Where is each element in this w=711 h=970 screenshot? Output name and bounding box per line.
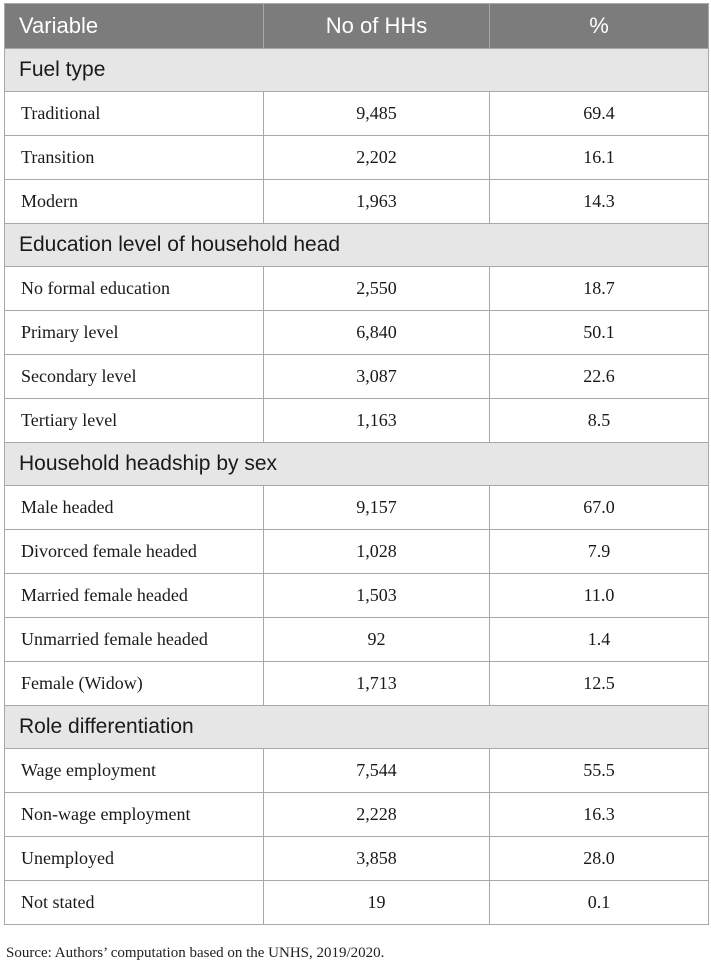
row-count: 3,087 (264, 355, 490, 399)
row-percent: 69.4 (490, 92, 709, 136)
row-count: 9,157 (264, 486, 490, 530)
row-percent: 8.5 (490, 399, 709, 443)
table-row (5, 399, 709, 443)
source-note: Source: Authors’ computation based on the UNHS, 2019/2020. (6, 945, 385, 961)
section-title: Education level of household head (5, 224, 709, 267)
row-percent: 50.1 (490, 311, 709, 355)
row-label: Unemployed (5, 837, 264, 881)
row-count: 1,028 (264, 530, 490, 574)
table-body (5, 49, 709, 925)
section-title: Household headship by sex (5, 443, 709, 486)
section-header-row (5, 49, 709, 92)
row-label: Not stated (5, 881, 264, 925)
row-count: 19 (264, 881, 490, 925)
row-count: 2,202 (264, 136, 490, 180)
row-percent: 11.0 (490, 574, 709, 618)
table-row (5, 486, 709, 530)
section-header-row (5, 706, 709, 749)
section-title: Fuel type (5, 49, 709, 92)
row-label: Primary level (5, 311, 264, 355)
table-header (5, 4, 709, 49)
row-count: 6,840 (264, 311, 490, 355)
row-label: Unmarried female headed (5, 618, 264, 662)
row-label: Non-wage employment (5, 793, 264, 837)
column-header-percent: % (490, 4, 709, 49)
section-header-row (5, 443, 709, 486)
data-table (4, 3, 709, 925)
row-count: 3,858 (264, 837, 490, 881)
row-count: 9,485 (264, 92, 490, 136)
row-label: Secondary level (5, 355, 264, 399)
table-row (5, 662, 709, 706)
column-header-variable: Variable (5, 4, 264, 49)
row-count: 2,228 (264, 793, 490, 837)
row-percent: 7.9 (490, 530, 709, 574)
row-percent: 67.0 (490, 486, 709, 530)
row-label: Tertiary level (5, 399, 264, 443)
row-label: Female (Widow) (5, 662, 264, 706)
table-row (5, 837, 709, 881)
row-count: 7,544 (264, 749, 490, 793)
table-row (5, 355, 709, 399)
section-header-row (5, 224, 709, 267)
table-row (5, 311, 709, 355)
row-percent: 14.3 (490, 180, 709, 224)
row-percent: 16.1 (490, 136, 709, 180)
row-percent: 18.7 (490, 267, 709, 311)
row-label: Male headed (5, 486, 264, 530)
row-percent: 16.3 (490, 793, 709, 837)
table-row (5, 92, 709, 136)
row-label: Modern (5, 180, 264, 224)
row-label: Divorced female headed (5, 530, 264, 574)
table-row (5, 749, 709, 793)
table-row (5, 180, 709, 224)
table-row (5, 267, 709, 311)
row-label: Transition (5, 136, 264, 180)
row-count: 1,163 (264, 399, 490, 443)
row-label: Wage employment (5, 749, 264, 793)
row-label: Married female headed (5, 574, 264, 618)
row-label: Traditional (5, 92, 264, 136)
column-header-no-of-hhs: No of HHs (264, 4, 490, 49)
row-count: 1,503 (264, 574, 490, 618)
section-title: Role differentiation (5, 706, 709, 749)
row-count: 2,550 (264, 267, 490, 311)
header-row (5, 4, 709, 49)
row-percent: 55.5 (490, 749, 709, 793)
row-percent: 1.4 (490, 618, 709, 662)
row-percent: 22.6 (490, 355, 709, 399)
row-percent: 28.0 (490, 837, 709, 881)
table-row (5, 618, 709, 662)
row-percent: 0.1 (490, 881, 709, 925)
table-row (5, 530, 709, 574)
table-row (5, 574, 709, 618)
table-row (5, 793, 709, 837)
row-label: No formal education (5, 267, 264, 311)
row-count: 92 (264, 618, 490, 662)
table-row (5, 881, 709, 925)
row-count: 1,963 (264, 180, 490, 224)
row-count: 1,713 (264, 662, 490, 706)
row-percent: 12.5 (490, 662, 709, 706)
table-row (5, 136, 709, 180)
